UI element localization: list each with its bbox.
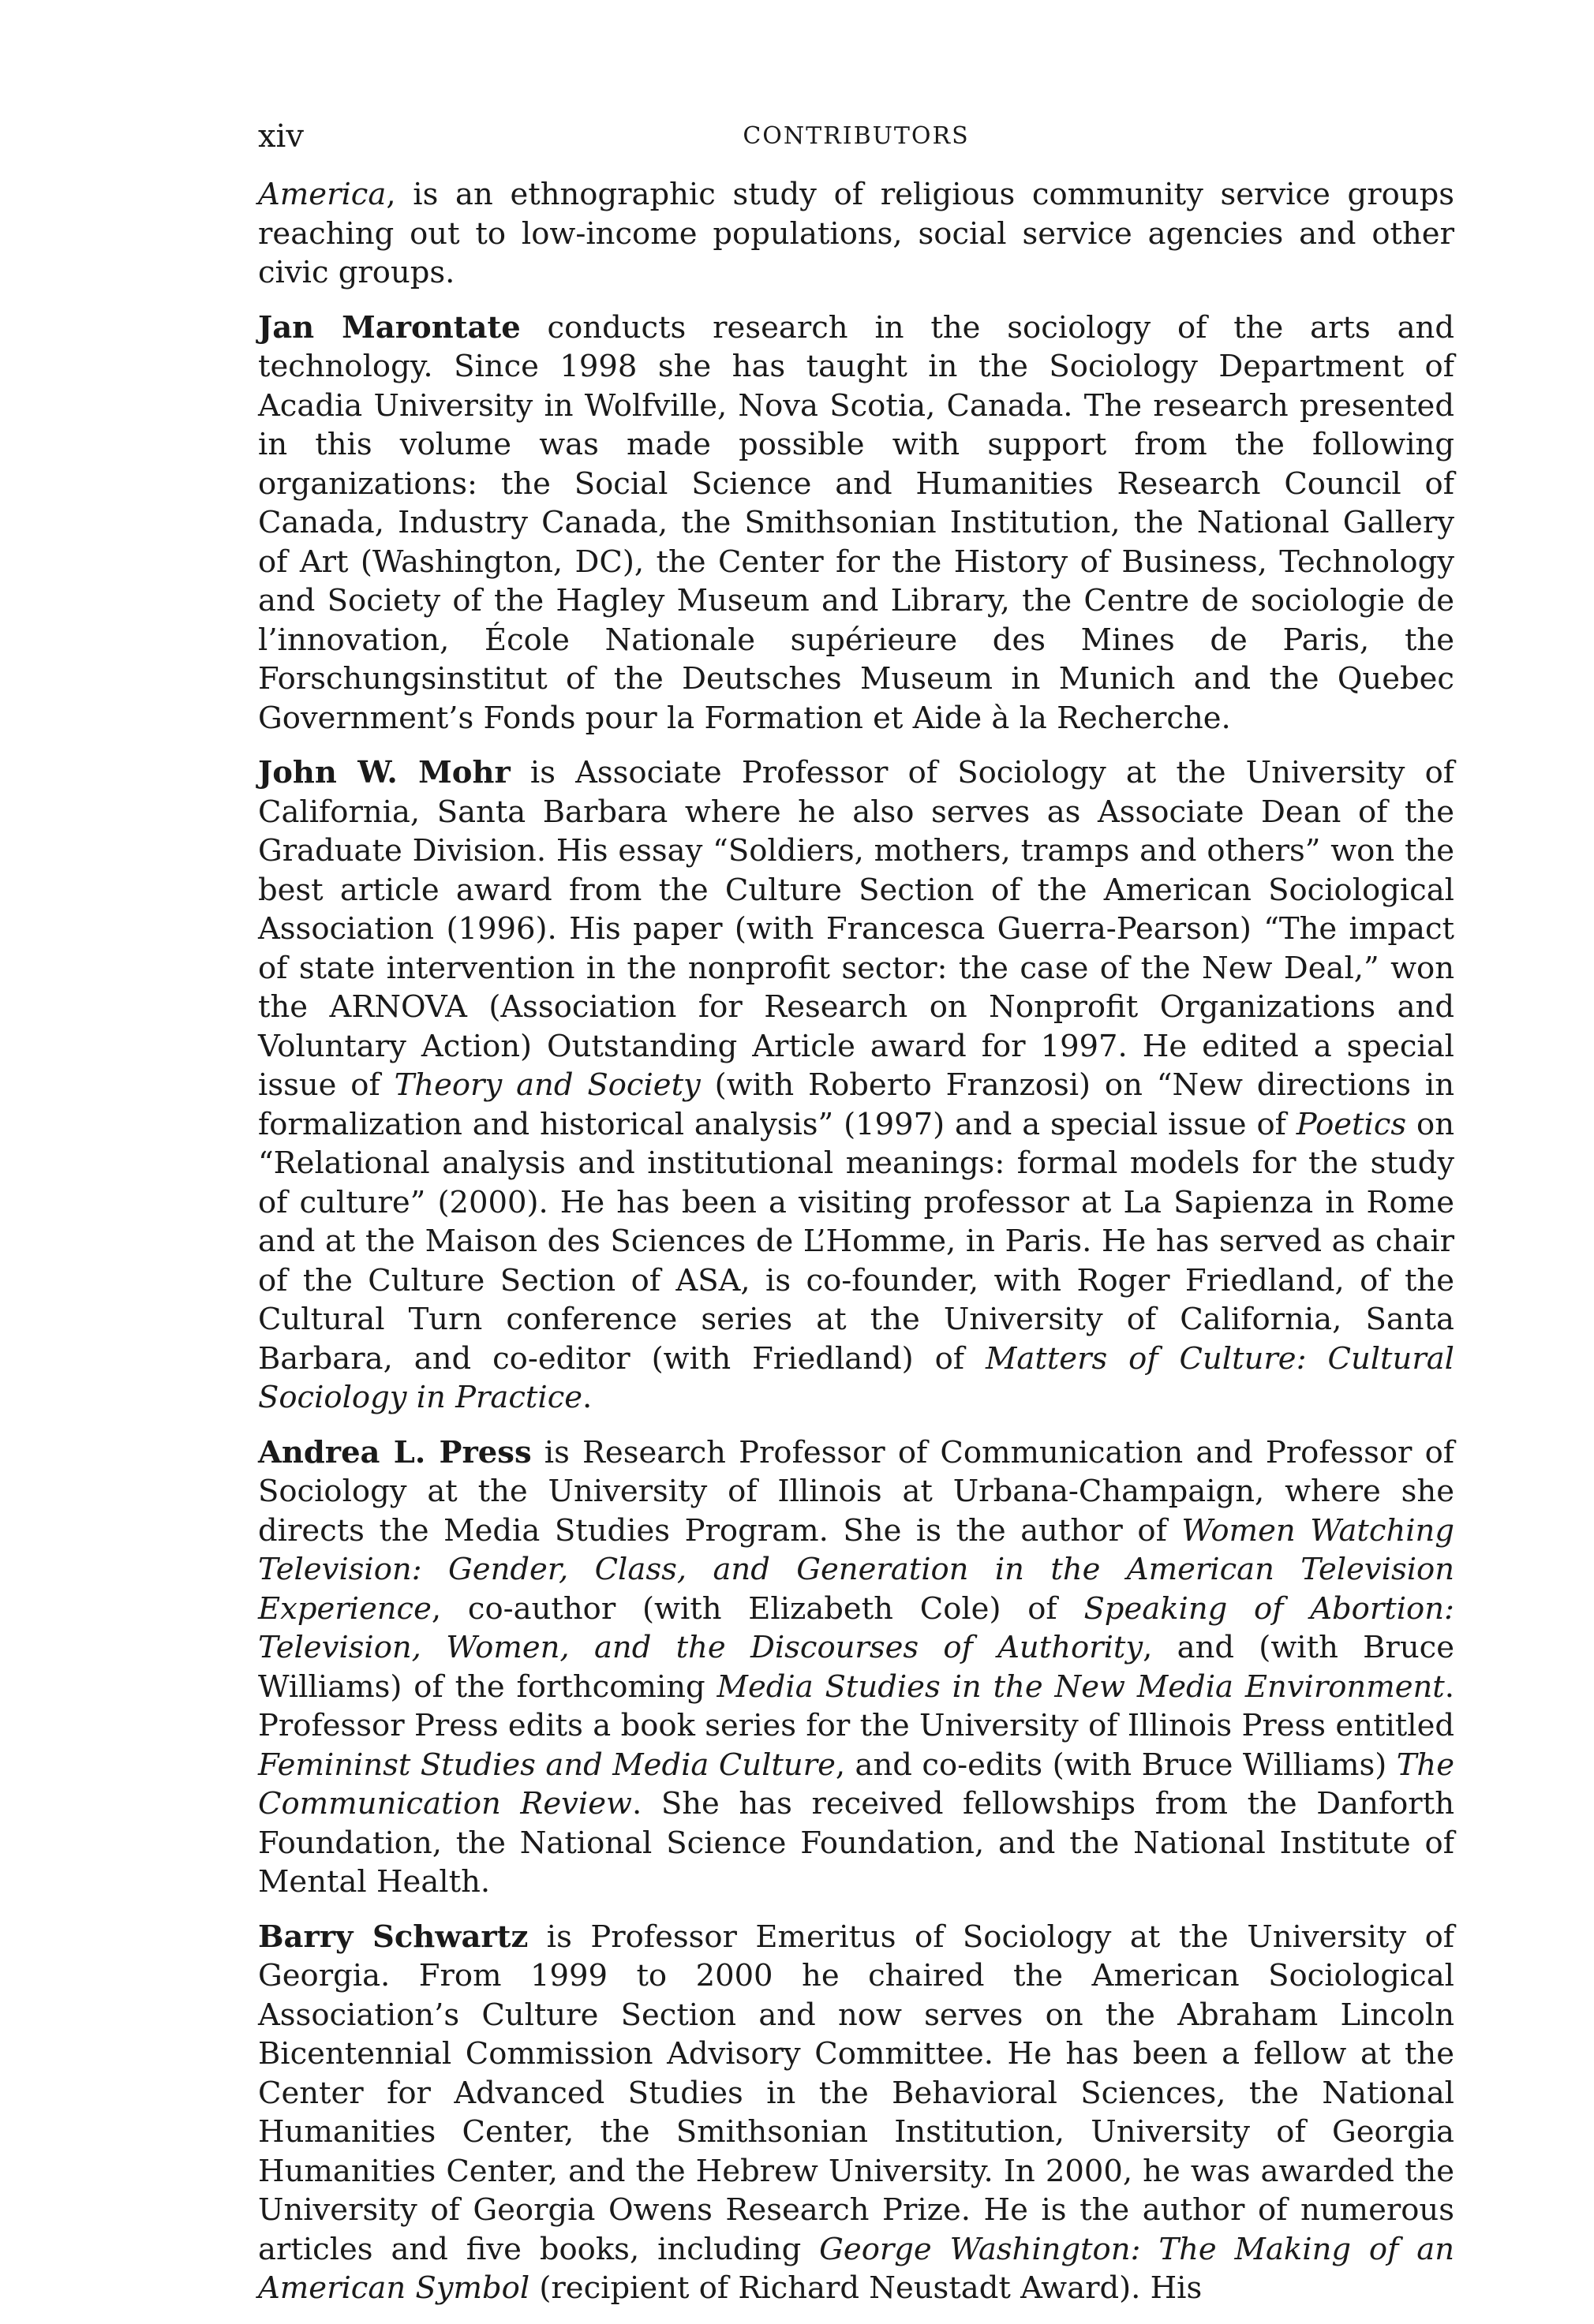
paragraph-text: . xyxy=(582,1380,593,1415)
italic-title: Media Studies in the New Media Environment xyxy=(717,1668,1445,1705)
italic-title: Matters of Culture: Cultural Sociology in Practice xyxy=(258,1340,1454,1415)
paragraph-text: (recipient of Richard Neustadt Award). His xyxy=(529,2270,1203,2306)
paragraph-text: conducts research in the sociology of the arts and technology. Since 1998 she has taught in the Sociology Department of Acadia University in Wolfville, Nova Scotia, Canada. The research presented in this volume was made possible with support from the following organizations: the Social Science and Humanities Research Council of Canada, Industry Canada, the Smithsonian Institution, the National Gallery of Art (Washington, DC), the Center for the History of Business, Technology and Society of the Hagley Museum and Library, the Centre de sociologie de l’innovation, École Nationale supérieure des Mines de Paris, the Forschungsinstitut of the Deutsches Museum in Munich and the Quebec Government’s Fonds pour la Formation et Aide à la Recherche. xyxy=(258,309,1455,736)
paragraph-text: , is an ethnographic study of religious community service groups reaching out to low-income populations, social service agencies and other civic groups. xyxy=(258,177,1454,290)
paragraph-text: is Professor Emeritus of Sociology at the University of Georgia. From 1999 to 2000 he chaired the American Sociological Association’s Culture Section and now serves on the Abraham Lincoln Bicentennial Commission Advisory Committee. He has been a fellow at the Center for Advanced Studies in the Behavioral Sciences, the National Humanities Center, the Smithsonian Institution, University of Georgia Humanities Center, and the Hebrew University. In 2000, he was awarded the University of Georgia Owens Research Prize. He is the author of numerous articles and five books, including xyxy=(258,1919,1454,2267)
contributor-name: Andrea L. Press xyxy=(258,1434,532,1470)
paragraph-text: on “Relational analysis and institutional meanings: formal models for the study of culture” (2000). He has been a visiting professor at La Sapienza in Rome and at the Maison des Sciences de L’Homme, in Paris. He has served as chair of the Culture Section of ASA, is co-founder, with Roger Friedland, of the Cultural Turn conference series at the University of California, Santa Barbara, and co-editor (with Friedland) of xyxy=(258,1106,1454,1377)
paragraph-text: . She has received fellowships from the Danforth Foundation, the National Science Foundation, and the National Institute of Mental Health. xyxy=(258,1786,1454,1900)
italic-title: Femininst Studies and Media Culture xyxy=(258,1747,836,1783)
italic-title: Poetics xyxy=(1296,1106,1407,1142)
paragraph-text: . Professor Press edits a book series for the University of Illinois Press entitled xyxy=(258,1668,1455,1743)
italic-title: Theory and Society xyxy=(394,1067,701,1103)
paragraph-text: , co-author (with Elizabeth Cole) of xyxy=(431,1590,1084,1627)
paragraph-text: is Research Professor of Communication and Professor of Sociology at the University of Illinois at Urbana-Champaign, where she directs the Media Studies Program. She is the author of xyxy=(258,1434,1455,1549)
running-head: CONTRIBUTORS xyxy=(743,122,970,150)
italic-title: Speaking of Abortion: Television, Women, and the Discourses of Authority xyxy=(258,1590,1454,1665)
italic-title: George Washington: The Making of an American Symbol xyxy=(258,2231,1454,2306)
paragraph-text: , and co-edits (with Bruce Williams) xyxy=(835,1747,1397,1783)
contributor-entry-schwartz xyxy=(258,1918,1454,2308)
contributor-name: Barry Schwartz xyxy=(258,1919,529,1955)
page-header xyxy=(258,117,1454,156)
contributor-name: John W. Mohr xyxy=(258,755,511,790)
italic-title: America xyxy=(258,177,387,212)
contributor-entry-mohr xyxy=(258,753,1454,1418)
paragraph-continued xyxy=(258,175,1454,293)
contributor-entry-marontate xyxy=(258,308,1454,738)
italic-title: The Communication Review xyxy=(258,1747,1454,1821)
italic-title: Women Watching Television: Gender, Class, and Generation in the American Television Experience xyxy=(258,1512,1454,1627)
contributors-body xyxy=(258,175,1454,2324)
paragraph-text: (with Roberto Franzosi) on “New directions in formalization and historical analysis” (1997) and a special issue of xyxy=(258,1067,1454,1142)
paragraph-text: , and (with Bruce Williams) of the forthcoming xyxy=(258,1630,1454,1705)
contributor-name: Jan Marontate xyxy=(258,309,521,346)
paragraph-text: is Associate Professor of Sociology at the University of California, Santa Barbara where he also serves as Associate Dean of the Graduate Division. His essay “Soldiers, mothers, tramps and others” won the best article award from the Culture Section of the American Sociological Association (1996). His paper (with Francesca Guerra-Pearson) “The impact of state intervention in the nonprofit sector: the case of the New Deal,” won the ARNOVA (Association for Research on Nonprofit Organizations and Voluntary Action) Outstanding Article award for 1997. He edited a special issue of xyxy=(258,755,1454,1103)
page-number: xiv xyxy=(258,118,304,155)
contributor-entry-press xyxy=(258,1433,1454,1902)
